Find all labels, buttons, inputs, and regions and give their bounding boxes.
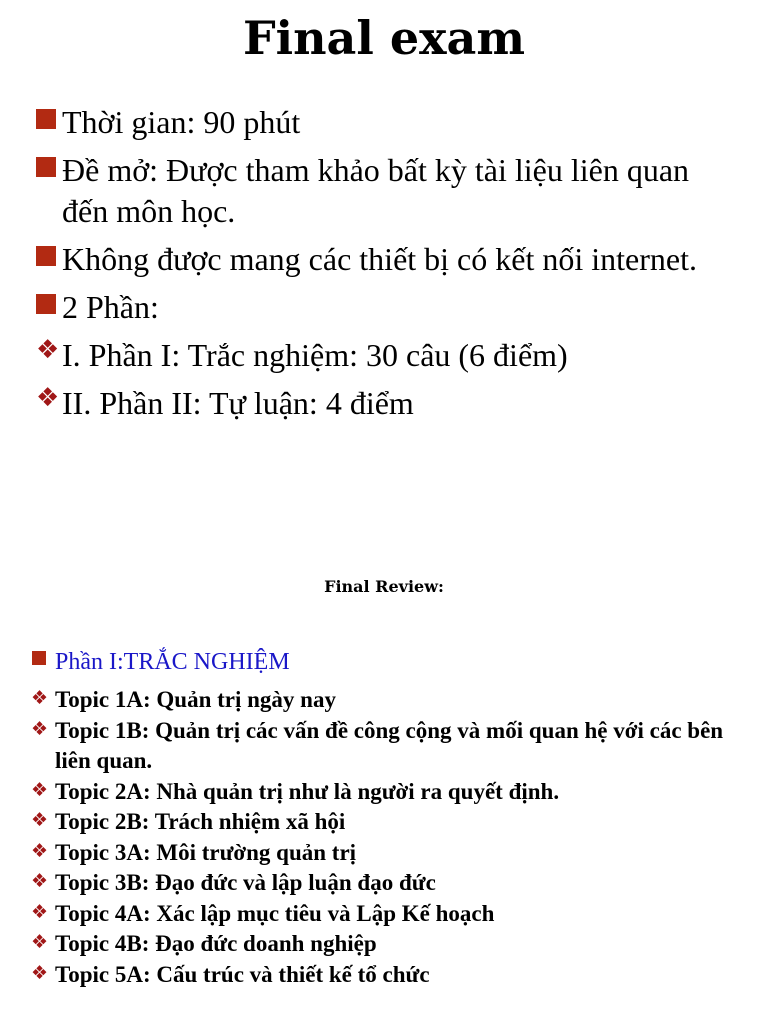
review-heading: Final Review: <box>324 577 444 596</box>
diamond-bullet-icon: ❖ <box>31 870 49 892</box>
diamond-bullet-icon: ❖ <box>36 335 60 365</box>
diamond-bullet-icon: ❖ <box>31 931 49 953</box>
topic-text: Topic 4B: Đạo đức doanh nghiệp <box>55 931 377 956</box>
section-heading <box>32 646 755 678</box>
rule-item <box>36 383 736 424</box>
page-title: Final exam <box>242 11 526 65</box>
rule-item <box>36 287 736 328</box>
topic-item <box>31 716 731 777</box>
topic-item <box>31 929 731 960</box>
diamond-bullet-icon: ❖ <box>31 900 49 923</box>
rule-text: Không được mang các thiết bị có kết nối internet. <box>62 241 697 277</box>
section-heading-text: Phần I:TRẮC NGHIỆM <box>55 649 290 675</box>
rule-item <box>36 150 736 232</box>
rule-text: 2 Phần: <box>62 289 159 325</box>
rule-text: Thời gian: 90 phút <box>62 104 301 140</box>
diamond-bullet-icon: ❖ <box>31 717 49 740</box>
square-bullet-icon <box>36 109 56 129</box>
topic-item <box>31 838 731 869</box>
topic-item <box>31 899 731 930</box>
topic-item <box>31 960 731 991</box>
rule-item <box>36 239 736 280</box>
topic-text: Topic 1B: Quản trị các vấn đề công cộng và mối quan hệ với các bên liên quan. <box>55 717 724 773</box>
topic-text: Topic 1A: Quản trị ngày nay <box>55 687 336 712</box>
rule-text: I. Phần I: Trắc nghiệm: 30 câu (6 điểm) <box>62 337 568 373</box>
diamond-bullet-icon: ❖ <box>31 809 49 831</box>
topic-text: Topic 2B: Trách nhiệm xã hội <box>55 809 346 834</box>
rule-item <box>36 102 736 143</box>
diamond-bullet-icon: ❖ <box>36 383 60 413</box>
topic-item <box>31 685 731 716</box>
square-bullet-icon <box>36 246 56 266</box>
diamond-bullet-icon: ❖ <box>31 687 49 709</box>
rule-text: II. Phần II: Tự luận: 4 điểm <box>62 385 414 421</box>
square-bullet-icon <box>36 294 56 314</box>
topic-text: Topic 4A: Xác lập mục tiêu và Lập Kế hoạch <box>55 900 495 926</box>
rule-item <box>36 335 736 376</box>
topic-text: Topic 3A: Môi trường quản trị <box>55 839 357 865</box>
topic-text: Topic 3B: Đạo đức và lập luận đạo đức <box>55 870 436 895</box>
exam-rules-list <box>36 102 736 431</box>
topic-item <box>31 868 731 899</box>
topics-list <box>31 685 731 990</box>
diamond-bullet-icon: ❖ <box>31 839 49 862</box>
square-bullet-icon <box>36 157 56 177</box>
rule-text: Đề mở: Được tham khảo bất kỳ tài liệu liên quan đến môn học. <box>62 152 690 229</box>
topic-item <box>31 807 731 838</box>
topic-text: Topic 2A: Nhà quản trị như là người ra quyết định. <box>55 778 560 804</box>
topic-text: Topic 5A: Cấu trúc và thiết kế tổ chức <box>55 961 430 987</box>
topic-item <box>31 777 731 808</box>
square-bullet-icon <box>32 651 46 665</box>
diamond-bullet-icon: ❖ <box>31 778 49 801</box>
diamond-bullet-icon: ❖ <box>31 961 49 984</box>
